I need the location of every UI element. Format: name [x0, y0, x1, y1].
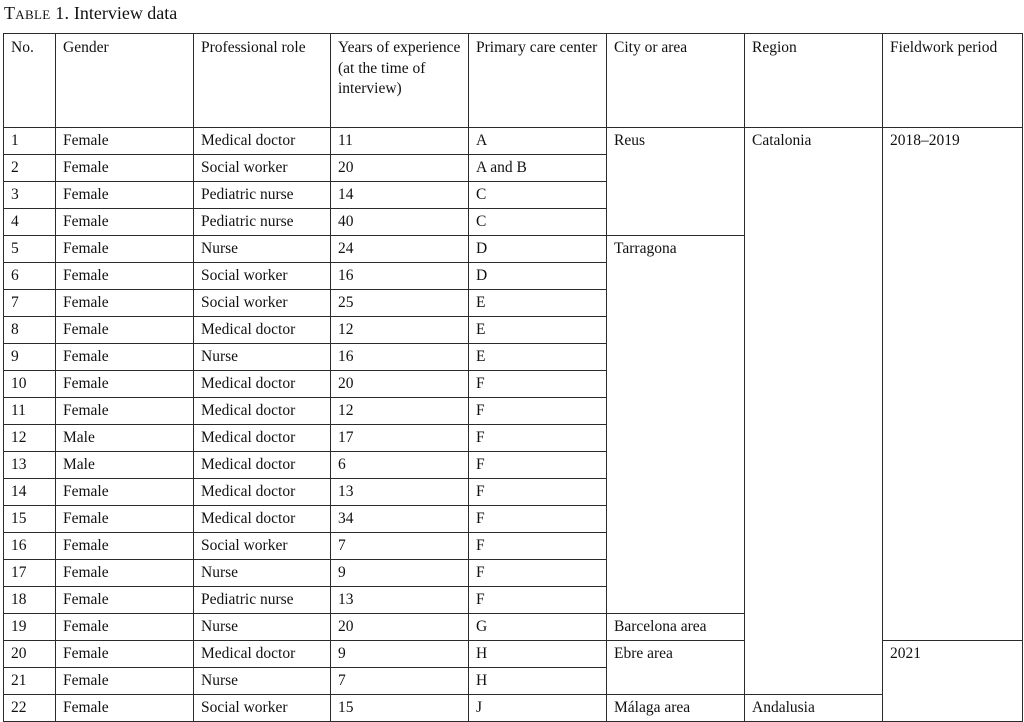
cell-no: 5 [4, 236, 56, 263]
cell-gender: Female [56, 506, 194, 533]
cell-center: J [469, 695, 607, 722]
cell-no: 12 [4, 425, 56, 452]
cell-years: 25 [331, 290, 469, 317]
cell-city-tarragona: Tarragona [607, 236, 745, 614]
cell-years: 9 [331, 560, 469, 587]
cell-years: 34 [331, 506, 469, 533]
cell-role: Nurse [194, 614, 331, 641]
cell-no: 4 [4, 209, 56, 236]
cell-city-malaga-area: Málaga area [607, 695, 745, 722]
cell-role: Nurse [194, 560, 331, 587]
cell-gender: Female [56, 533, 194, 560]
cell-role: Nurse [194, 236, 331, 263]
cell-role: Pediatric nurse [194, 587, 331, 614]
cell-years: 20 [331, 371, 469, 398]
cell-role: Social worker [194, 695, 331, 722]
cell-gender: Female [56, 128, 194, 155]
cell-gender: Male [56, 425, 194, 452]
cell-role: Pediatric nurse [194, 209, 331, 236]
cell-years: 20 [331, 614, 469, 641]
cell-period-2021: 2021 [883, 641, 1023, 722]
cell-gender: Female [56, 290, 194, 317]
cell-city-reus: Reus [607, 128, 745, 236]
cell-gender: Female [56, 209, 194, 236]
cell-years: 7 [331, 668, 469, 695]
table-label: Table 1. [4, 3, 70, 23]
cell-no: 2 [4, 155, 56, 182]
cell-no: 13 [4, 452, 56, 479]
cell-center: C [469, 182, 607, 209]
cell-role: Medical doctor [194, 479, 331, 506]
cell-no: 18 [4, 587, 56, 614]
header-gender: Gender [56, 34, 194, 128]
cell-years: 11 [331, 128, 469, 155]
cell-center: F [469, 479, 607, 506]
cell-no: 3 [4, 182, 56, 209]
cell-gender: Female [56, 398, 194, 425]
cell-role: Medical doctor [194, 317, 331, 344]
cell-role: Social worker [194, 533, 331, 560]
header-primary-care-center: Primary care center [469, 34, 607, 128]
cell-years: 16 [331, 344, 469, 371]
header-years-of-experience: Years of experience (at the time of interview) [331, 34, 469, 128]
cell-role: Medical doctor [194, 128, 331, 155]
cell-years: 6 [331, 452, 469, 479]
cell-center: H [469, 668, 607, 695]
cell-center: E [469, 344, 607, 371]
header-fieldwork-period: Fieldwork period [883, 34, 1023, 128]
cell-role: Medical doctor [194, 398, 331, 425]
cell-role: Pediatric nurse [194, 182, 331, 209]
cell-city-ebre-area: Ebre area [607, 641, 745, 695]
table-caption [4, 1, 177, 29]
cell-center: G [469, 614, 607, 641]
cell-no: 14 [4, 479, 56, 506]
cell-gender: Male [56, 452, 194, 479]
header-row [4, 34, 1023, 128]
cell-no: 8 [4, 317, 56, 344]
cell-region-andalusia: Andalusia [745, 695, 883, 722]
cell-gender: Female [56, 236, 194, 263]
cell-no: 16 [4, 533, 56, 560]
cell-center: F [469, 371, 607, 398]
cell-years: 12 [331, 317, 469, 344]
cell-gender: Female [56, 587, 194, 614]
cell-no: 10 [4, 371, 56, 398]
cell-center: A [469, 128, 607, 155]
cell-years: 24 [331, 236, 469, 263]
cell-role: Medical doctor [194, 425, 331, 452]
cell-no: 19 [4, 614, 56, 641]
cell-years: 15 [331, 695, 469, 722]
header-professional-role: Professional role [194, 34, 331, 128]
cell-center: A and B [469, 155, 607, 182]
cell-gender: Female [56, 695, 194, 722]
cell-role: Social worker [194, 290, 331, 317]
interview-data-table [3, 33, 1023, 722]
table-row [4, 695, 1023, 722]
cell-gender: Female [56, 317, 194, 344]
cell-no: 17 [4, 560, 56, 587]
cell-center: F [469, 533, 607, 560]
cell-no: 7 [4, 290, 56, 317]
header-city-or-area: City or area [607, 34, 745, 128]
cell-years: 13 [331, 587, 469, 614]
cell-years: 20 [331, 155, 469, 182]
cell-no: 20 [4, 641, 56, 668]
cell-role: Medical doctor [194, 506, 331, 533]
cell-no: 15 [4, 506, 56, 533]
header-no: No. [4, 34, 56, 128]
cell-no: 11 [4, 398, 56, 425]
cell-no: 22 [4, 695, 56, 722]
cell-gender: Female [56, 560, 194, 587]
cell-city-barcelona-area: Barcelona area [607, 614, 745, 641]
cell-center: F [469, 398, 607, 425]
cell-years: 13 [331, 479, 469, 506]
cell-gender: Female [56, 614, 194, 641]
cell-years: 14 [331, 182, 469, 209]
cell-center: D [469, 236, 607, 263]
cell-role: Nurse [194, 668, 331, 695]
cell-gender: Female [56, 344, 194, 371]
cell-years: 12 [331, 398, 469, 425]
cell-center: E [469, 290, 607, 317]
cell-center: F [469, 587, 607, 614]
cell-center: F [469, 506, 607, 533]
cell-gender: Female [56, 263, 194, 290]
cell-role: Social worker [194, 263, 331, 290]
cell-center: F [469, 425, 607, 452]
cell-center: H [469, 641, 607, 668]
cell-role: Medical doctor [194, 452, 331, 479]
cell-center: F [469, 452, 607, 479]
cell-no: 21 [4, 668, 56, 695]
cell-gender: Female [56, 371, 194, 398]
cell-years: 40 [331, 209, 469, 236]
cell-role: Medical doctor [194, 371, 331, 398]
cell-center: F [469, 560, 607, 587]
cell-gender: Female [56, 668, 194, 695]
cell-years: 9 [331, 641, 469, 668]
cell-center: C [469, 209, 607, 236]
cell-years: 17 [331, 425, 469, 452]
table-row [4, 128, 1023, 155]
cell-role: Medical doctor [194, 641, 331, 668]
cell-years: 16 [331, 263, 469, 290]
cell-period-2018-2019: 2018–2019 [883, 128, 1023, 641]
cell-role: Nurse [194, 344, 331, 371]
cell-gender: Female [56, 479, 194, 506]
cell-role: Social worker [194, 155, 331, 182]
table-title: Interview data [73, 3, 178, 23]
cell-years: 7 [331, 533, 469, 560]
cell-gender: Female [56, 155, 194, 182]
cell-no: 1 [4, 128, 56, 155]
header-region: Region [745, 34, 883, 128]
cell-gender: Female [56, 182, 194, 209]
cell-center: D [469, 263, 607, 290]
cell-region-catalonia: Catalonia [745, 128, 883, 695]
cell-no: 6 [4, 263, 56, 290]
cell-gender: Female [56, 641, 194, 668]
cell-center: E [469, 317, 607, 344]
cell-no: 9 [4, 344, 56, 371]
